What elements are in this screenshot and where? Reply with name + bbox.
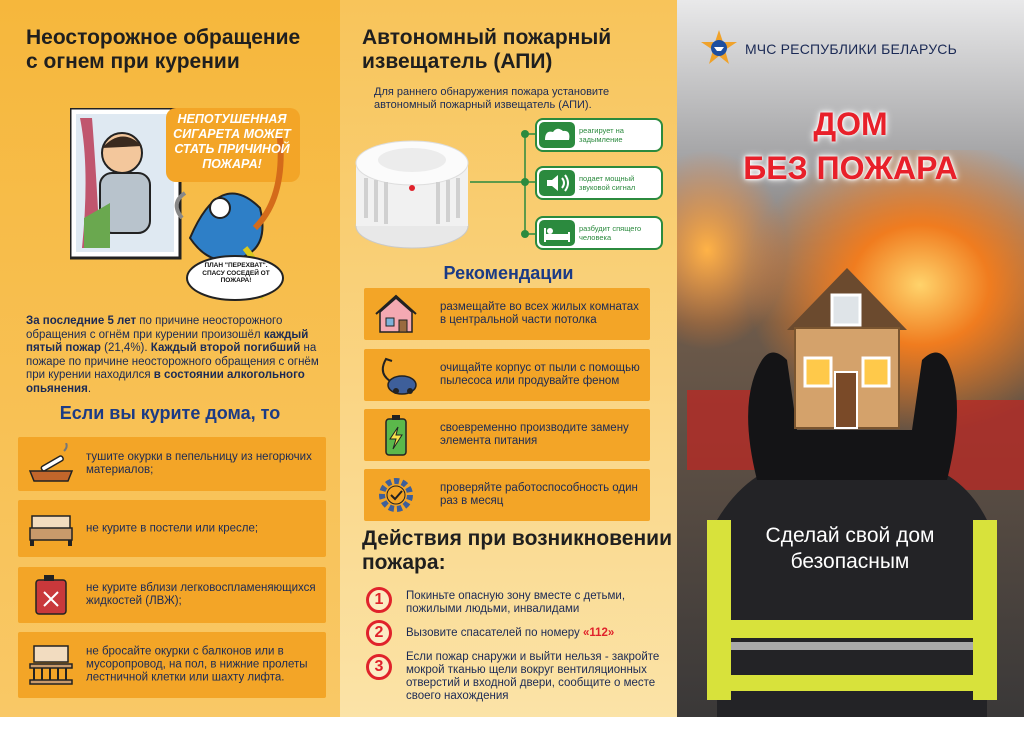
mchs-emblem-icon (699, 28, 739, 68)
org-name: МЧС РЕСПУБЛИКИ БЕЛАРУСЬ (745, 41, 957, 57)
balcony-icon (26, 644, 76, 686)
feature-text: реагирует на задымление (579, 126, 624, 144)
smoke-detector-image (352, 118, 472, 258)
feature-text: подает мощный звуковой сигнал (579, 174, 636, 192)
rec-testing (364, 469, 650, 521)
vacuum-cleaner-icon (370, 353, 422, 397)
rec-text: проверяйте работоспособность один раз в месяц (440, 482, 638, 507)
tip-text: не курите вблизи легковоспламеняющихся жидкостей (ЛВЖ); (86, 582, 316, 607)
feature-sound (535, 166, 663, 200)
stat-highlight-4: в состоянии алкогольного опьянения (26, 369, 305, 395)
feature-smoke (535, 118, 663, 152)
rec-placement (364, 288, 650, 340)
speaker-icon (539, 170, 575, 196)
step-number: 1 (366, 587, 392, 613)
rec-battery (364, 409, 650, 461)
actions-title: Действия при возникновении пожара: (362, 527, 672, 574)
tip-balcony (18, 632, 326, 698)
stat-text-4: . (87, 382, 92, 395)
stat-highlight-3: Каждый второй погибший (150, 342, 301, 354)
stat-highlight-1: За последние 5 лет (26, 315, 137, 327)
tip-ashtray (18, 437, 326, 491)
comic-speech-bubble: ПЛАН "ПЕРЕХВАТ". СПАСУ СОСЕДЕЙ ОТ ПОЖАРА! (202, 262, 270, 284)
house-icon (370, 292, 422, 336)
recommendations-title: Рекомендации (443, 263, 574, 283)
step-text-body: Вызовите спасателей по номеру (406, 627, 583, 639)
rec-text: размещайте во всех жилых комнатах в центральной части потолка (440, 301, 639, 326)
smoking-subtitle: Если вы курите дома, то (59, 403, 281, 423)
comic-caption: НЕПОТУШЕННАЯ СИГАРЕТА МОЖЕТ СТАТЬ ПРИЧИНОЙ ПОЖАРА! (173, 112, 291, 171)
fuel-canister-icon (26, 574, 76, 616)
step-text (406, 590, 676, 616)
gear-check-icon (370, 473, 422, 517)
step-text-body: Покиньте опасную зону вместе с детьми, пожилыми людьми, инвалидами (406, 590, 626, 615)
page-bottom-margin (0, 717, 1024, 729)
tip-text: тушите окурки в пепельницу из негорючих материалов; (86, 451, 312, 476)
rec-text: очищайте корпус от пыли с помощью пылесоса или продувайте феном (440, 362, 640, 387)
detector-connector-lines (470, 130, 540, 240)
main-title-line2: БЕЗ ПОЖАРА (743, 150, 958, 186)
stat-text-3: на пожаре по причине неосторожного обращения с огнём при курении находился (26, 342, 319, 381)
step-text-body: Если пожар снаружи и выйти нельзя - закройте мокрой тканью щели вокруг вентиляционных отверстий и входной двери, сообщите о месте своего нахождения (406, 651, 660, 702)
ashtray-icon (26, 443, 76, 485)
panel-title-smoking: Неосторожное обращение с огнем при курении (26, 26, 301, 73)
stat-text-2: (21,4%). (100, 342, 151, 354)
stat-highlight-2: каждый пятый пожар (26, 328, 309, 354)
feature-wake (535, 216, 663, 250)
battery-icon (370, 413, 422, 457)
tip-text: не курите в постели или кресле; (86, 522, 259, 534)
step-text (406, 627, 676, 640)
detector-intro: Для раннего обнаружения пожара установите автономный пожарный извещатель (АПИ). (374, 86, 610, 111)
main-title-line1: ДОМ (813, 106, 888, 142)
smoking-panel (0, 0, 340, 717)
tip-text: не бросайте окурки с балконов или в мусоропровод, на пол, в нижние пролеты лестничной клетки или шахту лифта. (86, 645, 308, 684)
bed-icon (26, 508, 76, 550)
step-text (406, 651, 671, 703)
stat-text-1: по причине неосторожного обращения с огнём при курении произошёл (26, 315, 283, 341)
step-number: 3 (366, 654, 392, 680)
rec-text: своевременно производите замену элемента питания (440, 422, 629, 447)
step-number: 2 (366, 620, 392, 646)
smoking-statistics (26, 315, 326, 396)
tip-bed (18, 500, 326, 557)
slogan: Сделай свой дом безопасным (765, 524, 935, 573)
emergency-number: «112» (582, 627, 615, 639)
feature-text: разбудит спящего человека (579, 224, 642, 242)
tip-canister (18, 567, 326, 623)
rec-cleaning (364, 349, 650, 401)
panel-title-detector: Автономный пожарный извещатель (АПИ) (362, 26, 612, 73)
sleeping-person-icon (539, 220, 575, 246)
cover-panel (677, 0, 1024, 717)
smoke-icon (539, 122, 575, 148)
comic-illustration (70, 108, 300, 308)
